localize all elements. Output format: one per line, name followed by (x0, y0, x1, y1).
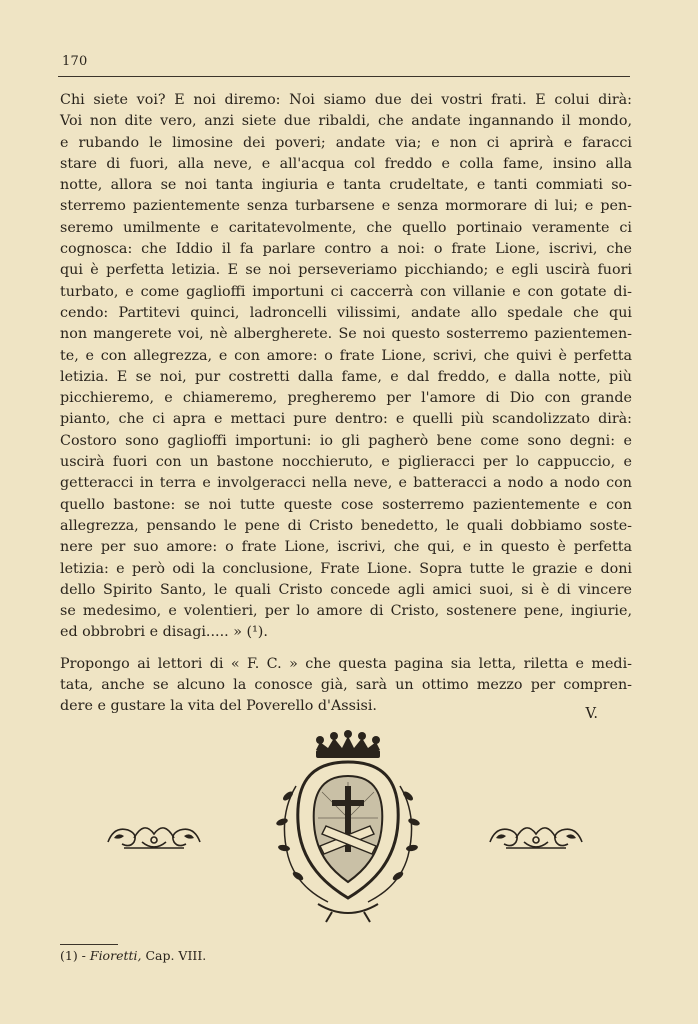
text-line: dere e gustare la vita del Poverello d'Assisi. (60, 698, 377, 715)
text-line: picchieremo, e chiameremo, pregheremo per l'amore di Dio con grande (60, 390, 632, 407)
text-line: Chi siete voi? E noi diremo: Noi siamo due dei vostri frati. E colui dirà: (60, 92, 632, 108)
text-line: pianto, che ci apra e mettaci pure dentro: e quelli più scandolizzato dirà: (60, 411, 632, 428)
footnote-marker: (1) - (60, 948, 86, 963)
text-line: turbato, e come gaglioffi importuni ci caccerrà con villanie e con gotate di- (60, 283, 632, 300)
flourish-right-icon (486, 812, 586, 854)
text-line: dello Spirito Santo, le quali Cristo concede agli amici suoi, si è di vincere (60, 581, 632, 598)
header-rule (58, 76, 630, 77)
text-line: Propongo ai lettori di « F. C. » che questa pagina sia letta, riletta e medi- (60, 655, 632, 672)
text-line: sterremo pazientemente senza turbarsene e senza mormorare di lui; e pen- (60, 198, 632, 215)
footnote-chapter: Cap. VIII. (145, 948, 207, 963)
text-line: Costoro sono gaglioffi importuni: io gli pagherò bene come sono degni: e (60, 432, 632, 449)
footnote-rule (60, 944, 118, 945)
text-line: getteracci in terra e involgeracci nella neve, e batteracci a nodo a nodo con (60, 475, 632, 492)
text-line: nere per suo amore: o frate Lione, iscrivi, che qui, e in questo è perfetta (60, 539, 632, 556)
paragraph-1 (60, 90, 632, 644)
text-line: qui è perfetta letizia. E se noi perseveriamo picchiando; e egli uscirà fuori (60, 262, 632, 279)
page-number: 170 (62, 54, 88, 69)
text-line: seremo umilmente e caritatevolmente, che quello portinaio veramente ci (60, 219, 632, 236)
body-text (60, 90, 632, 718)
text-line: se medesimo, e volentieri, per lo amore di Cristo, sostenere pene, ingiurie, (60, 603, 632, 620)
text-line: allegrezza, pensando le pene di Cristo benedetto, le quali dobbiamo soste- (60, 517, 632, 534)
text-line: letizia. E se noi, pur costretti dalla fame, e dal freddo, e dalla notte, più (60, 368, 632, 385)
text-line: tata, anche se alcuno la conosce già, sarà un ottimo mezzo per compren- (60, 677, 632, 694)
text-line: Voi non dite vero, anzi siete due ribaldi, che andate ingannando il mondo, (60, 113, 632, 130)
signature-initial: V. (585, 706, 598, 722)
text-line: cendo: Partitevi quinci, ladroncelli vilissimi, andate allo spedale che qui (60, 304, 632, 321)
flourish-left-icon (104, 812, 204, 854)
text-line: ed obbrobri e disagi..... » (¹). (60, 624, 268, 641)
text-line: te, e con allegrezza, e con amore: o frate Lione, scrivi, che quivi è perfetta (60, 347, 632, 364)
paragraph-gap (60, 644, 632, 654)
text-line: letizia: e però odi la conclusione, Frate Lione. Sopra tutte le grazie e doni (60, 560, 632, 577)
text-line: quello bastone: se noi tutte queste cose sosterremo pazientemente e con (60, 496, 632, 513)
paragraph-2 (60, 654, 632, 718)
text-line: non mangerete voi, nè albergherete. Se noi questo sosterremo pazientemen- (60, 326, 632, 343)
text-line: stare di fuori, alla neve, e all'acqua col freddo e colla fame, insino alla (60, 155, 632, 172)
text-line: e rubando le limosine dei poveri; andate via; e non ci aprirà e faracci (60, 134, 632, 151)
text-line: uscirà fuori con un bastone nocchieruto, e piglieracci per lo cappuccio, e (60, 454, 632, 471)
footnote-source: Fioretti, (89, 948, 142, 963)
text-line: notte, allora se noi tanta ingiuria e tanta crudeltate, e tanti commiati so- (60, 177, 632, 194)
franciscan-emblem-icon (258, 726, 438, 926)
footnote (60, 948, 206, 963)
text-line: cognosca: che Iddio il fa parlare contro a noi: o frate Lione, iscrivi, che (60, 241, 632, 258)
